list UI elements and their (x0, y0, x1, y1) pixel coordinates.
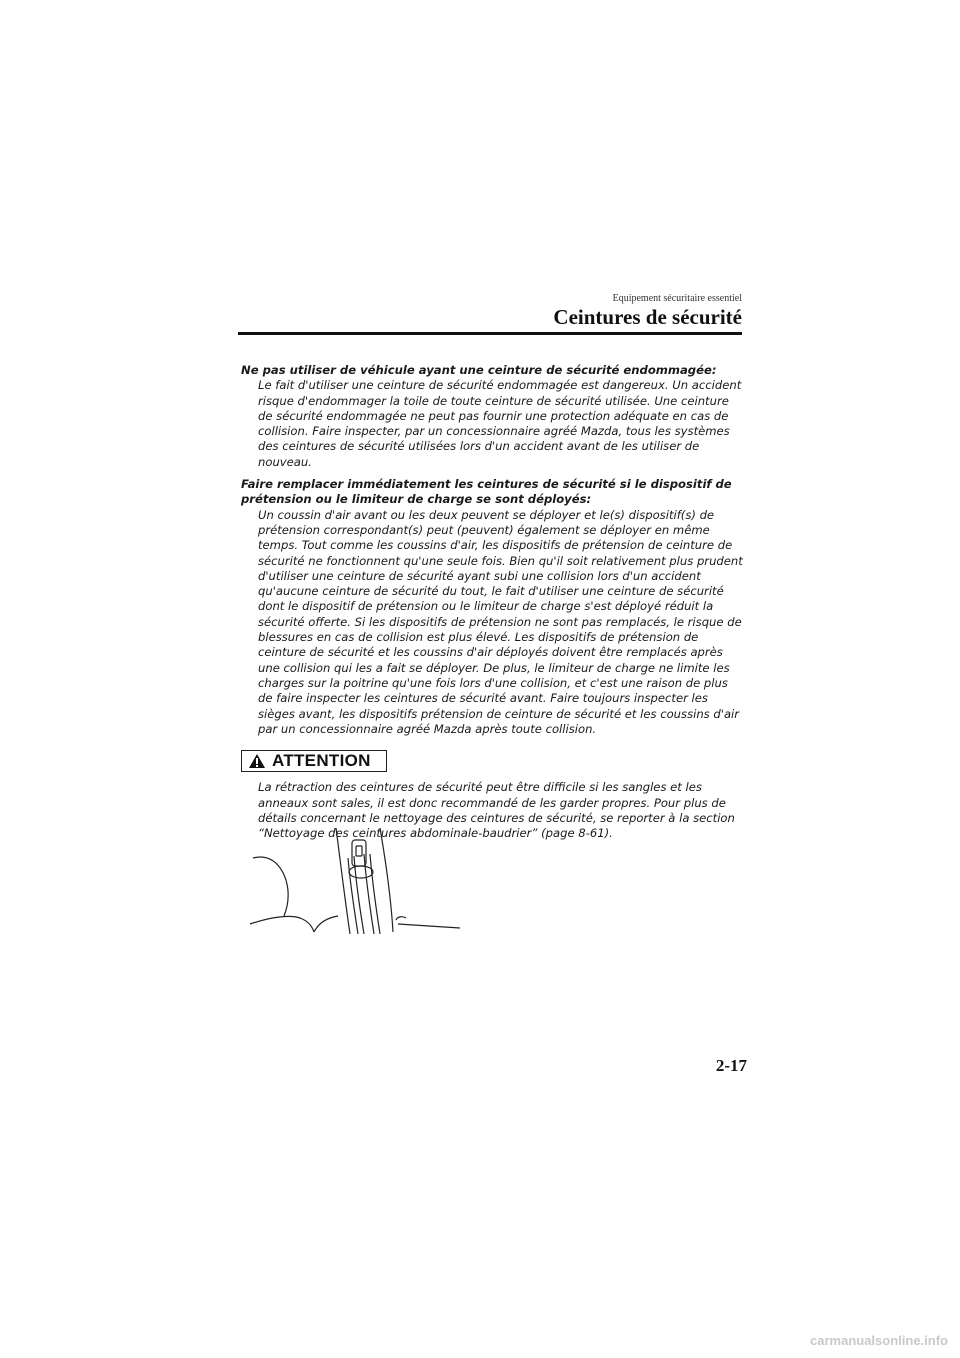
page-number: 2-17 (715, 1056, 747, 1075)
section-title: Ceintures de sécurité (553, 305, 742, 329)
warning-damaged-belt (241, 363, 746, 470)
header-rule (238, 332, 742, 335)
warning-triangle-icon (248, 753, 266, 769)
section-subtitle: Equipement sécuritaire essentiel (612, 293, 742, 304)
warning-body: Le fait d'utiliser une ceinture de sécurité endommagée est dangereux. Un accident risque d'endommager la toile de toute ceinture de sécurité utilisée. Une ceinture de sécurité endommagée ne peut pas fournir une protection adéquate en cas de collision. Faire inspecter, par un concessionnaire agréé Mazda, tous les systèmes des ceintures de sécurité utilisées lors d'un accident avant de les utiliser de nouveau. (258, 378, 742, 469)
warning-pretensioner (241, 477, 746, 737)
page-content (241, 363, 746, 842)
attention-label: ATTENTION (272, 751, 371, 771)
seat-belt-illustration (248, 828, 463, 934)
warning-heading: Faire remplacer immédiatement les ceintures de sécurité si le dispositif de prétension ou le limiteur de charge se sont déployés: (241, 477, 732, 507)
warning-heading: Ne pas utiliser de véhicule ayant une ceinture de sécurité endommagée: (241, 363, 717, 377)
watermark: carmanualsonline.info (810, 1333, 948, 1348)
warning-body: Un coussin d'air avant ou les deux peuvent se déployer et le(s) dispositif(s) de prétension correspondant(s) peut (peuvent) également se déployer en même temps. Tout comme les coussins d'air, les dispositifs de prétension de ceinture de sécurité ne fonctionnent qu'une seule fois. Bien qu'il soit relativement plus prudent d'utiliser une ceinture de sécurité ayant subi une collision lors d'un accident qu'aucune ceinture de sécurité du tout, le fait d'utiliser une ceinture de sécurité dont le dispositif de prétension ou le limiteur de charge s'est déployé réduit la sécurité offerte. Si les dispositifs de prétension ne sont pas remplacés, le risque de blessures en cas de collision est plus élevé. Les dispositifs de prétension de ceinture de sécurité et les coussins d'air déployés doivent être remplacés après une collision qui les a fait se déployer. De plus, le limiteur de charge ne limite les charges sur la poitrine qu'une fois lors d'une collision, et c'est une raison de plus de faire inspecter les ceintures de sécurité avant. Faire toujours inspecter les sièges avant, les dispositifs prétension de ceinture de sécurité et les coussins d'air par un concessionnaire agréé Mazda après toute collision. (258, 507, 743, 736)
attention-body: La rétraction des ceintures de sécurité peut être difficile si les sangles et les anneaux sont sales, il est donc recommandé de les garder propres. Pour plus de détails concernant le nettoyage des ceintures de sécurité, se reporter à la section “Nettoyage des ceintures abdominale-baudrier” (page 8-61). (258, 780, 735, 841)
attention-box (241, 750, 387, 772)
